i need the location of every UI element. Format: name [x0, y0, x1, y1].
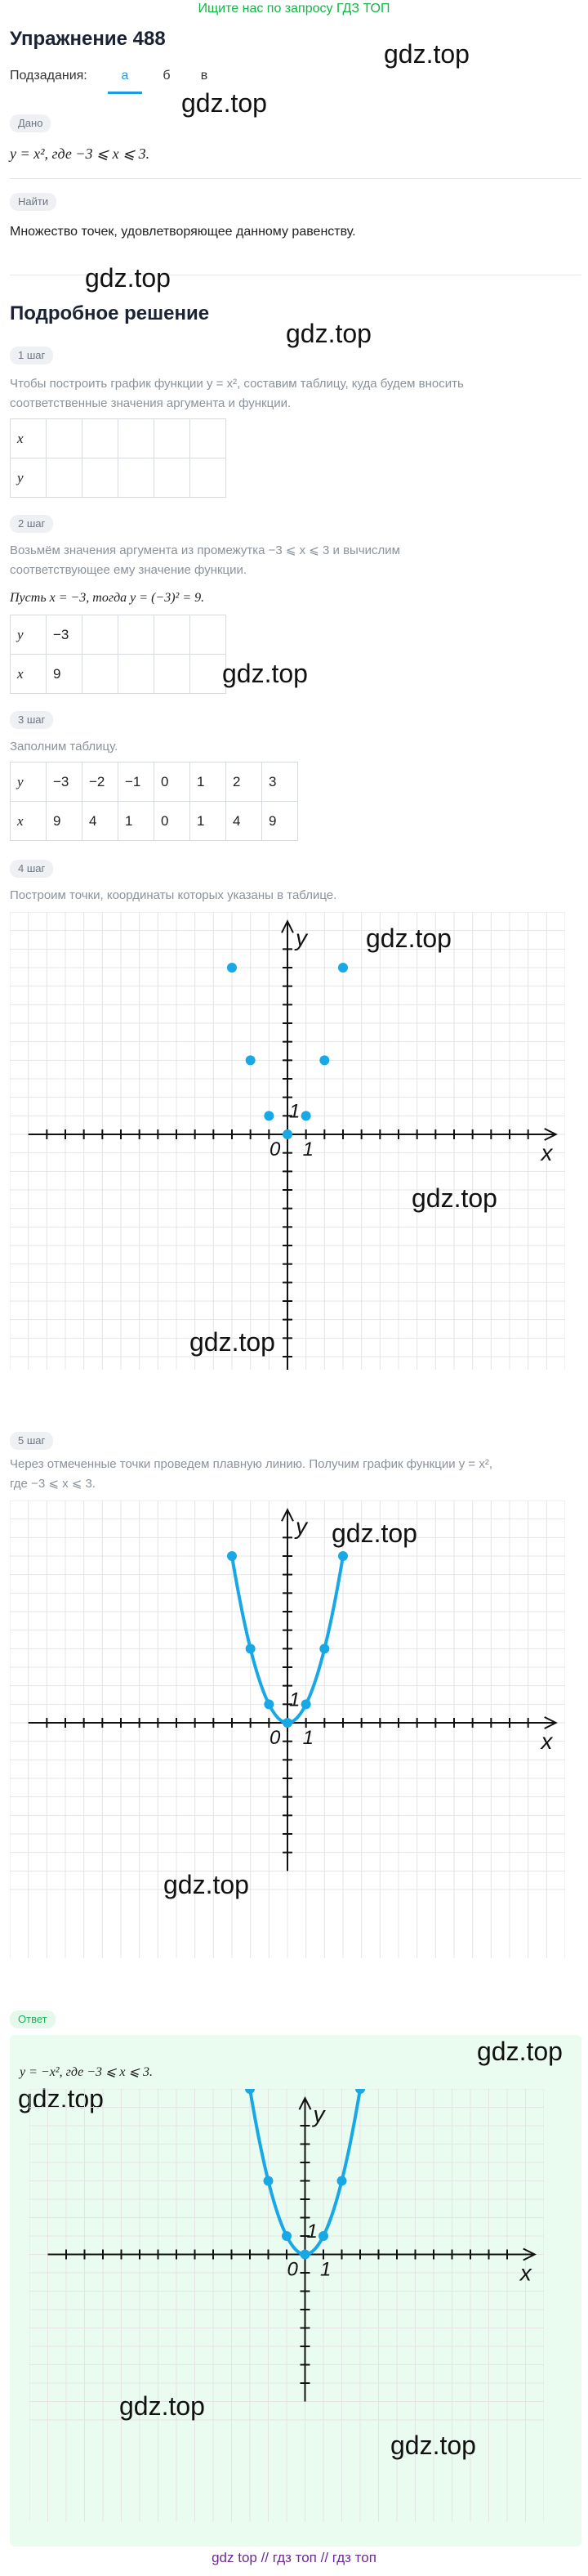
table-row — [11, 458, 226, 498]
table-cell: y — [11, 615, 47, 655]
step1-line1: Чтобы построить график функции y = x², составим таблицу, куда будем вносить — [10, 377, 464, 391]
watermark: gdz.top — [18, 2084, 104, 2113]
data-point — [227, 963, 237, 973]
top-search-link[interactable]: Ищите нас по запросу ГДЗ ТОП — [198, 2, 390, 16]
data-point — [283, 1718, 292, 1728]
y-axis-label: y — [296, 1513, 307, 1539]
x-axis-label: x — [541, 1140, 553, 1165]
unit-label-x: 1 — [302, 1727, 314, 1749]
table-cell: 4 — [82, 802, 118, 841]
step1-badge: 1 шаг — [10, 347, 53, 364]
solution-title: Подробное решение — [10, 302, 210, 324]
data-point — [301, 1111, 311, 1120]
table-cell: 1 — [190, 802, 226, 841]
watermark: gdz.top — [222, 659, 308, 688]
x-axis-label: x — [519, 2260, 532, 2286]
curve-chart — [10, 1500, 565, 1958]
tab-a[interactable]: а — [121, 69, 129, 83]
watermark: gdz.top — [181, 88, 267, 118]
data-point — [301, 2250, 310, 2260]
step2-example: Пусть x = −3, тогда y = (−3)² = 9. — [10, 591, 205, 605]
table-cell: 9 — [47, 655, 82, 694]
data-point — [282, 2231, 292, 2241]
step4-text: Построим точки, координаты которых указаны в таблице. — [10, 888, 337, 902]
table-cell: 1 — [118, 802, 154, 841]
step3-badge: 3 шаг — [10, 711, 53, 729]
watermark: gdz.top — [412, 1183, 497, 1213]
table-cell: x — [11, 802, 47, 841]
step1-table — [10, 418, 226, 498]
answer-formula: y = −x², где −3 ⩽ x ⩽ 3. — [20, 2065, 153, 2079]
table-cell: −3 — [47, 615, 82, 655]
watermark: gdz.top — [286, 319, 372, 348]
step5-line1: Через отмеченные точки проведем плавную линию. Получим график функции y = x², — [10, 1457, 493, 1471]
data-point — [246, 1644, 256, 1653]
table-cell: 0 — [154, 802, 190, 841]
active-tab-indicator — [108, 92, 142, 94]
table-cell: 2 — [226, 763, 262, 802]
table-row — [11, 615, 226, 655]
table-cell: −2 — [82, 763, 118, 802]
watermark: gdz.top — [477, 2037, 563, 2066]
table-row — [11, 802, 298, 841]
table-cell: y — [11, 458, 47, 498]
table-cell: 3 — [262, 763, 298, 802]
step3-table — [10, 762, 298, 841]
divider — [10, 178, 581, 179]
table-cell: 9 — [262, 802, 298, 841]
table-cell: y — [11, 763, 47, 802]
origin-label: 0 — [270, 1727, 281, 1749]
page-title: Упражнение 488 — [10, 28, 166, 50]
origin-label: 0 — [270, 1138, 281, 1161]
subtasks-label: Подзадания: — [10, 69, 87, 83]
watermark: gdz.top — [332, 1518, 417, 1548]
table-cell: 4 — [226, 802, 262, 841]
data-point — [283, 1129, 292, 1139]
watermark: gdz.top — [384, 39, 470, 69]
watermark: gdz.top — [85, 263, 171, 293]
footer-links[interactable]: gdz top // гдз топ // гдз топ — [212, 2550, 376, 2565]
table-cell: 1 — [190, 763, 226, 802]
data-point — [245, 2089, 255, 2094]
step4-badge: 4 шаг — [10, 860, 53, 878]
data-point — [264, 2176, 274, 2186]
watermark: gdz.top — [119, 2391, 205, 2421]
step5-badge: 5 шаг — [10, 1432, 53, 1450]
unit-label-y: 1 — [289, 1100, 301, 1123]
given-formula: y = x², где −3 ⩽ x ⩽ 3. — [10, 145, 150, 162]
data-point — [227, 1551, 237, 1561]
data-point — [319, 1644, 329, 1653]
unit-label-y: 1 — [306, 2220, 318, 2243]
watermark: gdz.top — [366, 924, 452, 953]
find-badge: Найти — [10, 193, 56, 211]
data-point — [301, 1699, 311, 1709]
y-axis-label: y — [313, 2101, 325, 2127]
data-point — [337, 2176, 347, 2186]
find-text: Множество точек, удовлетворяющее данному равенству. — [10, 225, 356, 239]
table-cell: x — [11, 655, 47, 694]
tab-v[interactable]: в — [200, 69, 208, 83]
table-row — [11, 763, 298, 802]
table-cell: x — [11, 419, 47, 458]
tab-b[interactable]: б — [163, 69, 171, 83]
unit-label-x: 1 — [320, 2258, 332, 2281]
table-cell: −1 — [118, 763, 154, 802]
step1-line2: соответственные значения аргумента и функции. — [10, 396, 292, 410]
step5-line2: где −3 ⩽ x ⩽ 3. — [10, 1477, 96, 1491]
table-row — [11, 419, 226, 458]
answer-badge: Ответ — [10, 2010, 56, 2028]
watermark: gdz.top — [390, 2431, 476, 2460]
y-axis-label: y — [296, 924, 307, 950]
step2-table — [10, 615, 226, 694]
data-point — [338, 963, 348, 973]
watermark: gdz.top — [189, 1327, 275, 1357]
points-chart — [10, 912, 565, 1370]
step2-badge: 2 шаг — [10, 515, 53, 533]
step2-line2: соответствующее ему значение функции. — [10, 563, 247, 577]
table-row — [11, 655, 226, 694]
x-axis-label: x — [541, 1729, 553, 1754]
data-point — [338, 1551, 348, 1561]
given-badge: Дано — [10, 114, 51, 132]
origin-label: 0 — [287, 2258, 298, 2281]
step3-text: Заполним таблицу. — [10, 740, 118, 754]
table-cell: 0 — [154, 763, 190, 802]
step2-line1: Возьмём значения аргумента из промежутка −3 ⩽ x ⩽ 3 и вычислим — [10, 543, 400, 557]
table-cell: 9 — [47, 802, 82, 841]
watermark: gdz.top — [163, 1870, 249, 1899]
data-point — [355, 2089, 365, 2094]
table-cell: −3 — [47, 763, 82, 802]
data-point — [264, 1699, 274, 1709]
unit-label-x: 1 — [302, 1138, 314, 1161]
unit-label-y: 1 — [289, 1688, 301, 1711]
data-point — [318, 2231, 328, 2241]
data-point — [246, 1055, 256, 1065]
data-point — [319, 1055, 329, 1065]
data-point — [264, 1111, 274, 1120]
